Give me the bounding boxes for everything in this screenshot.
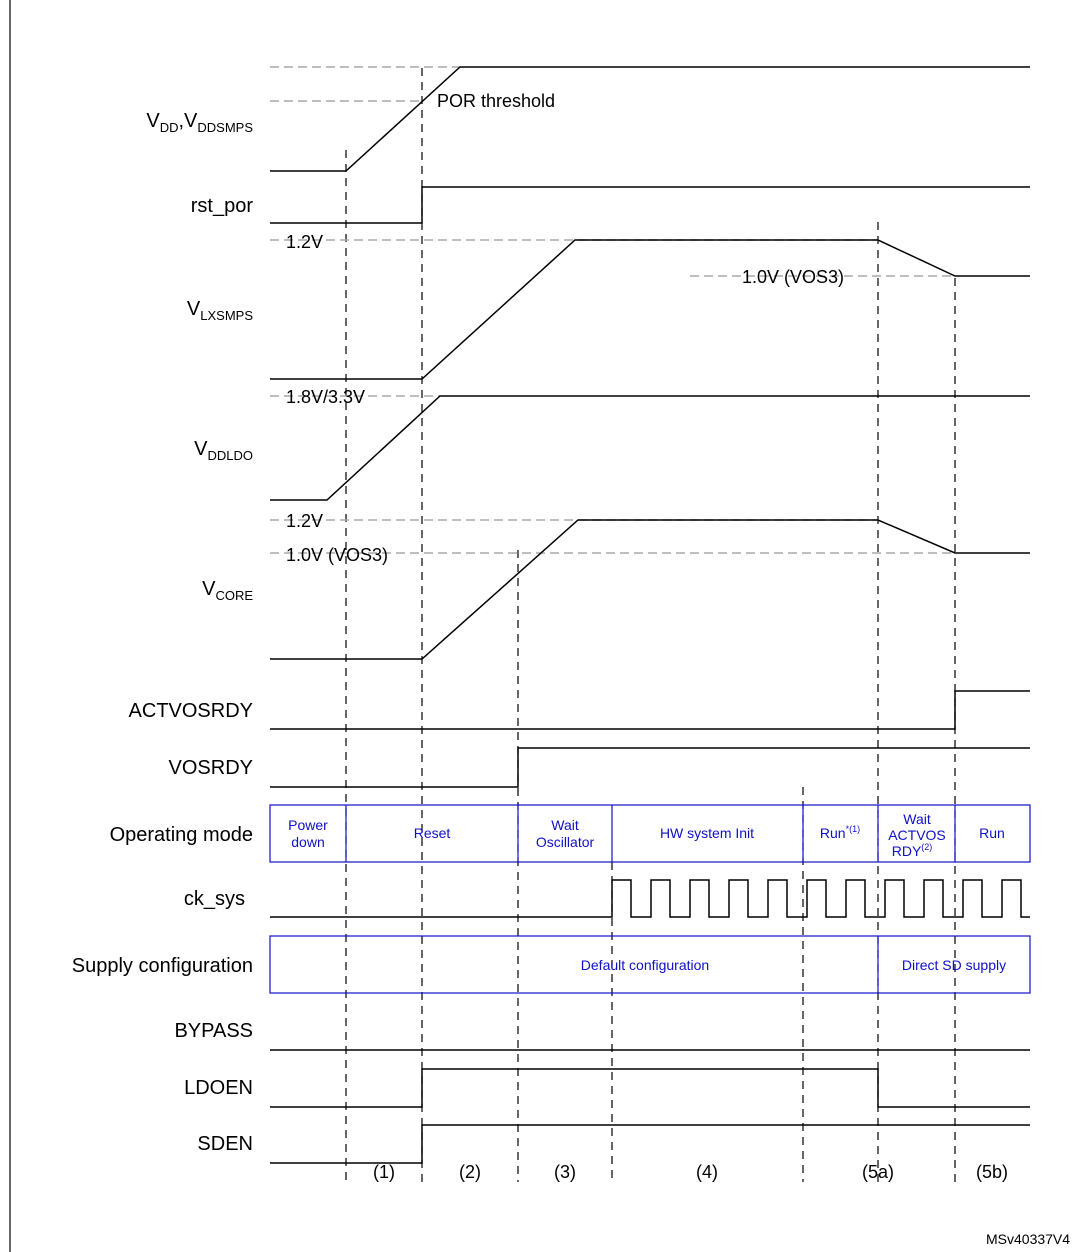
vdd-waveform: [270, 67, 1030, 171]
rst-por-label: rst_por: [190, 195, 253, 217]
vdd-label: $V_{DD},V_{DDSMPS}$: [146, 110, 253, 135]
phase-label-4: (4): [696, 1162, 718, 1182]
ck-sys-waveform: [270, 880, 1030, 917]
ck-sys-label: ck_sys: [183, 888, 245, 910]
operating-mode-label: Operating mode: [109, 824, 253, 846]
mode-hw-system-init: HW system Init: [659, 825, 755, 841]
vddldo-label: $V_{DDLDO}$: [194, 438, 253, 463]
ldoen-label: LDOEN: [184, 1077, 253, 1099]
actvosrdy-waveform: [270, 691, 1030, 729]
vlx-1v2-annotation: 1.2V: [286, 232, 324, 252]
actvosrdy-label: ACTVOSRDY: [128, 700, 253, 722]
phase-label-3: (3): [554, 1162, 576, 1182]
ldoen-waveform: [270, 1069, 1030, 1107]
supply-direct-sd: Direct SD supply: [901, 957, 1007, 973]
vddldo-waveform: [270, 396, 1030, 500]
mode-run-2: Run: [979, 825, 1005, 841]
vcore-waveform: [270, 520, 1030, 659]
mode-reset: Reset: [413, 825, 451, 841]
phase-label-1: (1): [373, 1162, 395, 1182]
vlxsmps-waveform: [270, 240, 1030, 379]
phase-label-5b: (5b): [975, 1162, 1009, 1182]
vlxsmps-label: $V_{LXSMPS}$: [186, 298, 253, 323]
vosrdy-label: VOSRDY: [168, 757, 253, 779]
vcore-label: $V_{CORE}$: [202, 578, 253, 603]
mode-power-down: Power down: [288, 817, 328, 850]
vddldo-level-annotation: 1.8V/3.3V: [286, 387, 366, 407]
supply-configuration-label: Supply configuration: [71, 955, 253, 977]
vcore-1v2-annotation: 1.2V: [286, 511, 324, 531]
mode-wait-actvosrdy: Wait ACTVOS RDY$^{(2)}$: [888, 811, 946, 859]
rst-por-waveform: [270, 187, 1030, 223]
phase-label-2: (2): [459, 1162, 481, 1182]
vosrdy-waveform: [270, 748, 1030, 787]
figure-reference: MSv40337V4: [986, 1231, 1071, 1247]
sden-waveform: [270, 1125, 1030, 1163]
diagram-frame: [10, 0, 1076, 1252]
supply-default-configuration: Default configuration: [580, 957, 710, 973]
phase-label-5a: (5a): [861, 1162, 895, 1182]
bypass-label: BYPASS: [174, 1020, 253, 1042]
mode-run-1: Run$^{*(1)}$: [819, 824, 861, 841]
vlx-vos3-annotation: 1.0V (VOS3): [742, 267, 845, 287]
sden-label: SDEN: [197, 1133, 253, 1155]
mode-wait-oscillator: Wait Oscillator: [535, 817, 595, 850]
vcore-vos3-annotation: 1.0V (VOS3): [286, 545, 389, 565]
por-threshold-annotation: POR threshold: [437, 91, 556, 111]
